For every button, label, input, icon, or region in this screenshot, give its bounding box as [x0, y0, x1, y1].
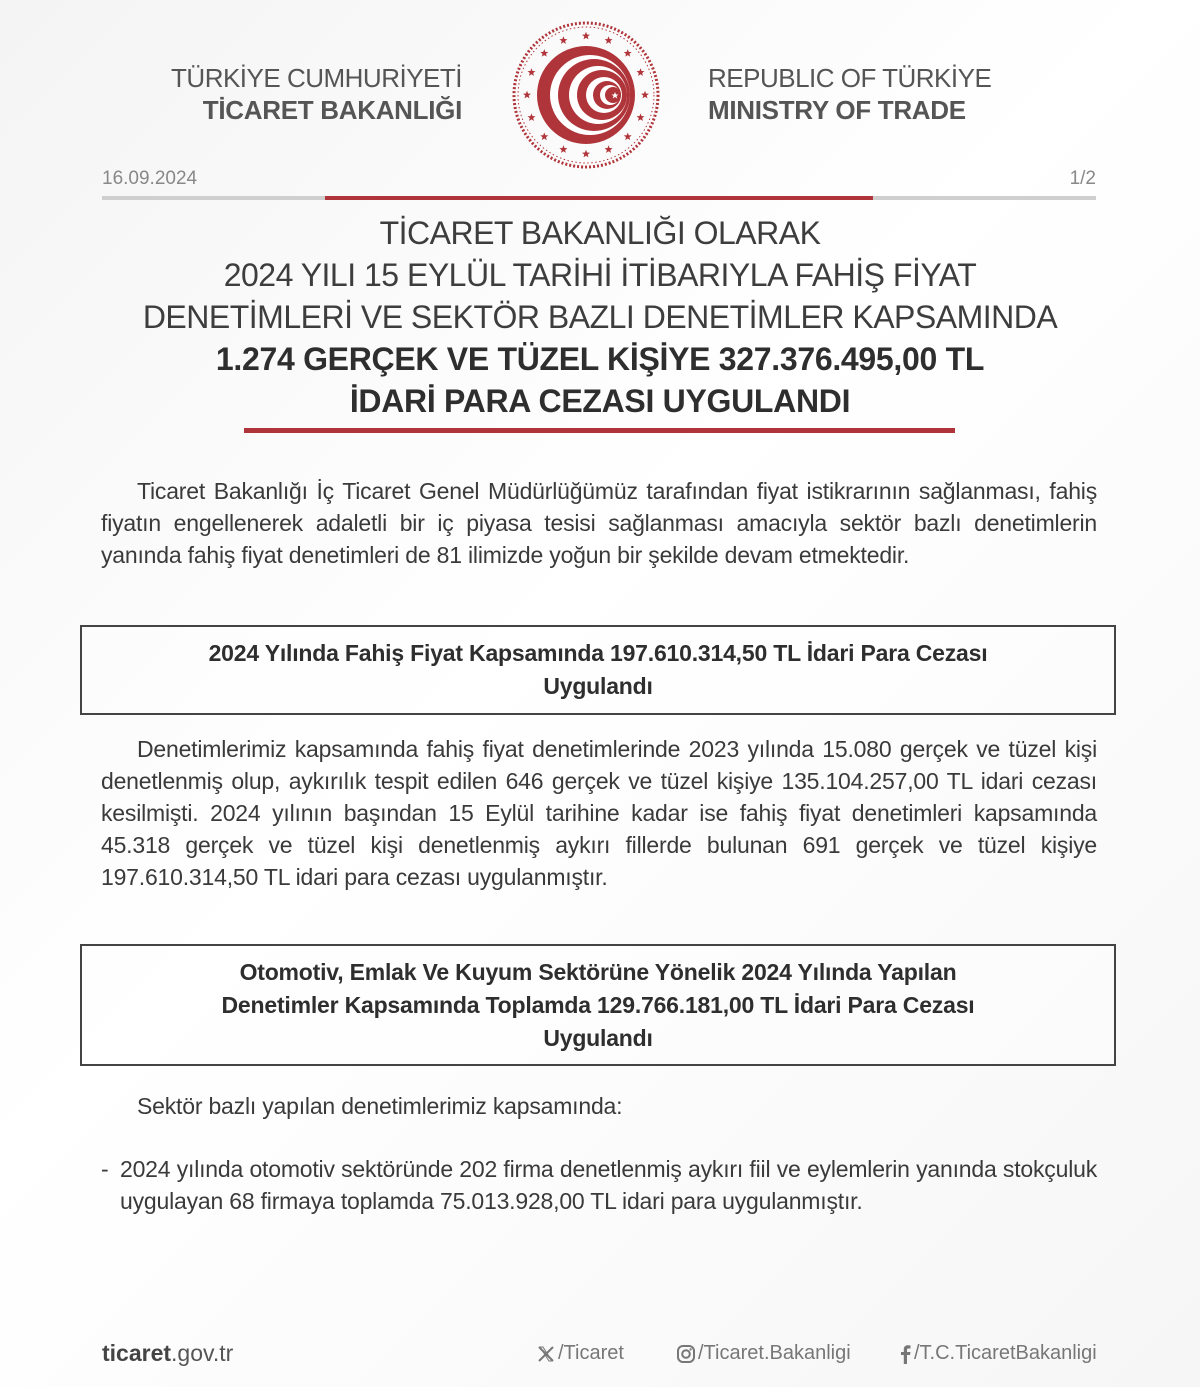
section1-heading-line: 2024 Yılında Fahiş Fiyat Kapsamında 197.610.314,50 TL İdari Para Cezası — [208, 640, 988, 666]
intro-paragraph — [101, 475, 1097, 571]
emblem-star-icon — [559, 36, 567, 44]
ministry-name-en: MINISTRY OF TRADE — [708, 95, 966, 125]
emblem-star-icon — [582, 150, 590, 158]
emblem-star-icon — [605, 145, 613, 153]
emblem-star-icon — [540, 49, 548, 57]
emblem-star-icon — [528, 113, 536, 121]
page-number: 1/2 — [1069, 168, 1096, 189]
x-icon — [536, 1344, 556, 1364]
title-underline — [244, 428, 955, 433]
title-headline: 1.274 GERÇEK VE TÜZEL KİŞİYE 327.376.495,00 TL — [215, 341, 985, 377]
section2-heading-box — [80, 944, 1116, 1066]
republic-name-tr: TÜRKİYE CUMHURİYETİ — [171, 63, 462, 93]
header-divider-accent — [325, 196, 873, 200]
section2-intro-text: Sektör bazlı yapılan denetimlerimiz kapsamında: — [137, 1093, 623, 1119]
emblem-star-icon — [624, 49, 632, 57]
letterhead — [0, 0, 1200, 170]
instagram-handle: /Ticaret.Bakanligi — [698, 1342, 851, 1364]
meta-row — [102, 168, 1096, 192]
emblem-star-icon — [637, 68, 645, 76]
emblem-star-icon — [540, 133, 548, 141]
instagram-icon — [676, 1344, 696, 1364]
emblem-star-icon — [582, 32, 590, 40]
section1-text: Denetimlerimiz kapsamında fahiş fiyat denetimlerinde 2023 yılında 15.080 gerçek ve tüzel kişi denetlenmiş olup, aykırılık tespit edilen 646 gerçek ve tüzel kişiye 135.104.257,00 TL idari cezası kesilmişti. 2024 yılının başından 15 Eylül tarihine kadar ise fahiş fiyat denetimleri kapsamında 45.318 gerçek ve tüzel kişi denetlenmiş aykırı fillerde bulunan 691 gerçek ve tüzel kişiye 197.610.314,50 TL idari para cezası uygulanmıştır. — [101, 736, 1097, 890]
emblem-star-icon — [523, 91, 531, 99]
title-line: TİCARET BAKANLIĞI OLARAK — [379, 215, 821, 251]
section1-heading-line: Uygulandı — [543, 673, 653, 699]
footer — [102, 1340, 1102, 1370]
emblem-star-icon — [637, 113, 645, 121]
turkish-ministry-name — [171, 62, 462, 126]
section2-heading-line: Denetimler Kapsamında Toplamda 129.766.181,00 TL İdari Para Cezası — [221, 992, 975, 1018]
title-headline: İDARİ PARA CEZASI UYGULANDI — [349, 383, 851, 419]
page-title — [60, 212, 1140, 422]
ministry-emblem-icon — [511, 20, 661, 170]
section2-heading-line: Otomotiv, Emlak Ve Kuyum Sektörüne Yönelik 2024 Yılında Yapılan — [239, 959, 957, 985]
ministry-name-tr: TİCARET BAKANLIĞI — [202, 95, 462, 125]
emblem-star-icon — [641, 91, 649, 99]
section1-heading-box — [80, 625, 1116, 715]
section2-intro — [101, 1090, 1097, 1122]
facebook-social-link[interactable] — [898, 1342, 1097, 1365]
website-name: ticaret — [102, 1340, 172, 1366]
website-domain: .gov.tr — [171, 1340, 234, 1366]
list-bullet: - — [101, 1156, 109, 1182]
facebook-handle: /T.C.TicaretBakanligi — [914, 1342, 1097, 1364]
section1-paragraph — [101, 733, 1097, 893]
section2-heading-line: Uygulandı — [543, 1025, 653, 1051]
emblem-star-icon — [528, 68, 536, 76]
emblem-star-icon — [605, 36, 613, 44]
document-date: 16.09.2024 — [102, 168, 198, 189]
title-line: 2024 YILI 15 EYLÜL TARİHİ İTİBARIYLA FAHİŞ FİYAT — [223, 257, 977, 293]
emblem-star-icon — [559, 145, 567, 153]
x-handle: /Ticaret — [558, 1342, 624, 1364]
list-item — [101, 1153, 1097, 1217]
list-item-text: 2024 yılında otomotiv sektöründe 202 firma denetlenmiş aykırı fiil ve eylemlerin yanında stokçuluk uygulayan 68 firmaya toplamda 75.013.928,00 TL idari para uygulanmıştır. — [120, 1156, 1097, 1214]
intro-text: Ticaret Bakanlığı İç Ticaret Genel Müdürlüğümüz tarafından fiyat istikrarının sağlanması, fahiş fiyatın engellenerek adaletli bir iç piyasa tesisi sağlanması amacıyla sektör bazlı denetimlerin yanında fahiş fiyat denetimleri de 81 ilimizde yoğun bir şekilde devam etmektedir. — [101, 478, 1097, 568]
republic-name-en: REPUBLIC OF TÜRKİYE — [708, 63, 992, 93]
facebook-icon — [898, 1344, 912, 1364]
website-link[interactable] — [102, 1340, 233, 1367]
emblem-star-icon — [624, 133, 632, 141]
title-line: DENETİMLERİ VE SEKTÖR BAZLI DENETİMLER KAPSAMINDA — [142, 299, 1058, 335]
instagram-social-link[interactable] — [676, 1342, 851, 1365]
english-ministry-name — [708, 62, 991, 126]
x-social-link[interactable] — [536, 1342, 624, 1365]
